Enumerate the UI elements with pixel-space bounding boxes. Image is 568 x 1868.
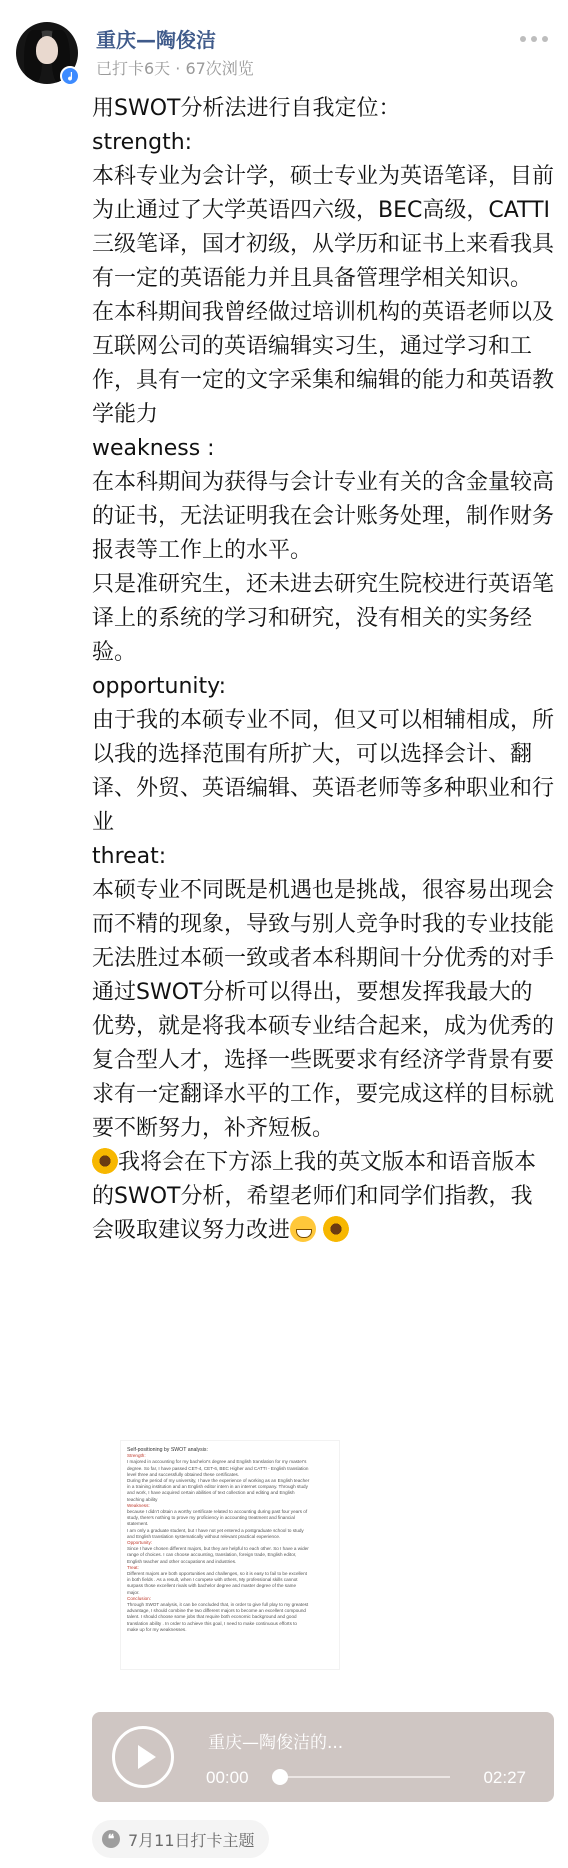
attached-document-image[interactable]: [120, 1440, 340, 1670]
post-body: [92, 92, 554, 1248]
audio-player: [92, 1712, 554, 1802]
quote-icon: ❝: [102, 1830, 120, 1848]
document-line: make up for my weaknesses.: [127, 1626, 187, 1632]
document-line: talent. I should choose some jobs that require both economic background and good: [127, 1614, 297, 1620]
document-line: study, there's nothing to prove my proficiency in accounting treatment and financial: [127, 1515, 295, 1521]
closing-text: 我将会在下方添上我的英文版本和语音版本的SWOT分析，希望老师们和同学们指教，我会吸取建议努力改进: [92, 1150, 537, 1243]
post-closing: [92, 1146, 554, 1248]
document-heading: Conclusion:: [127, 1595, 152, 1601]
post-paragraph: 用SWOT分析法进行自我定位：: [92, 96, 401, 121]
post-paragraph: strength:: [92, 130, 193, 155]
document-heading: Weakness:: [127, 1502, 150, 1508]
checkin-meta: 已打卡6天 · 67次浏览: [96, 59, 254, 78]
audio-current-time: 00:00: [206, 1768, 249, 1787]
document-line: Different majors are both opportunities and challenges, so it is easy to fail to be excellent: [127, 1571, 307, 1577]
document-text: [121, 1441, 339, 1633]
grinning-face-icon: [290, 1216, 316, 1242]
document-line: statement.: [127, 1521, 149, 1527]
document-line: in both fields . As a result, when I compete with others, My professional skills cannot: [127, 1577, 298, 1583]
play-icon[interactable]: [112, 1726, 174, 1788]
audio-progress-knob[interactable]: [272, 1769, 288, 1785]
document-line: teaching ability: [127, 1496, 158, 1502]
document-line: advantage, I should combine the two different majors to become an excellent compound: [127, 1608, 306, 1614]
topic-label: 7月11日打卡主题: [128, 1830, 255, 1850]
post-paragraph: 本硕专业不同既是机遇也是挑战，很容易出现会而不精的现象，导致与别人竞争时我的专业技能无法胜过本硕一致或者本科期间十分优秀的对手: [92, 878, 555, 971]
document-line: in a training institution and an English editor intern in an internet company. Through study: [127, 1484, 308, 1490]
document-line: range of choices. I can choose accounting, translation, foreign trade, English editor,: [127, 1552, 297, 1558]
document-line: major.: [127, 1589, 140, 1595]
document-line: English teacher and other occupations and industries.: [127, 1558, 237, 1564]
document-line: Self-positioning by SWOT analysis:: [127, 1447, 208, 1453]
document-line: Through SWOT analysis, it can be concluded that, in order to give full play to my greatest: [127, 1602, 309, 1608]
music-note-badge-icon: [60, 66, 80, 86]
post-paragraph: 由于我的本硕专业不同，但又可以相辅相成，所以我的选择范围有所扩大，可以选择会计、翻译、外贸、英语编辑、英语老师等多种职业和行业: [92, 708, 555, 835]
audio-duration: 02:27: [483, 1768, 526, 1787]
sunflower-icon: [323, 1216, 349, 1242]
document-line: I am only a graduate student, but I have not yet entered a postgraduate school to study: [127, 1527, 304, 1533]
post-paragraph: weakness :: [92, 436, 215, 461]
post-paragraph: 只是准研究生，还未进去研究生院校进行英语笔译上的系统的学习和研究，没有相关的实务经验。: [92, 572, 555, 665]
document-line: I majored in accounting for my bachelor's degree and English translation for my master's: [127, 1459, 307, 1465]
post-paragraph: 在本科期间我曾经做过培训机构的英语老师以及互联网公司的英语编辑实习生，通过学习和工作，具有一定的文字采集和编辑的能力和英语教学能力: [92, 300, 555, 427]
audio-progress-track[interactable]: [274, 1776, 450, 1778]
post-paragraph: 本科专业为会计学，硕士专业为英语笔译，目前为止通过了大学英语四六级，BEC高级，CATTI三级笔译，国才初级，从学历和证书上来看我具有一定的英语能力并且具备管理学相关知识。: [92, 164, 555, 291]
post-paragraph: 通过SWOT分析可以得出，要想发挥我最大的优势，就是将我本硕专业结合起来，成为优秀的复合型人才，选择一些既要求有经济学背景有要求有一定翻译水平的工作，要完成这样的目标就要不断努力，补齐短板。: [92, 980, 555, 1141]
document-line: translation ability . In order to achieve this goal, I need to make continuous efforts to: [127, 1620, 297, 1626]
audio-title: 重庆—陶俊洁的...: [208, 1733, 344, 1753]
document-heading: Treat:: [127, 1564, 139, 1570]
post-paragraph: threat:: [92, 844, 167, 869]
document-line: and English translation systematically without relevant practical experience.: [127, 1533, 281, 1539]
document-line: level three and successfully obtained these certificates.: [127, 1471, 240, 1477]
post-header: [0, 0, 568, 96]
more-dots-icon[interactable]: [520, 36, 548, 42]
document-line: because I didn't obtain a worthy certificate related to accounting during past four years of: [127, 1509, 308, 1515]
document-line: surpass those excellent rivals with bachelor degree and master degree of the same: [127, 1583, 297, 1589]
user-name[interactable]: 重庆—陶俊洁: [96, 28, 216, 52]
document-line: Since I have chosen different majors, but they are helpful to each other. So I have a wider: [127, 1546, 309, 1552]
post-paragraph: opportunity:: [92, 674, 226, 699]
document-line: and work, I have acquired certain abilities of text collection and editing and English: [127, 1490, 295, 1496]
post-paragraph: 在本科期间为获得与会计专业有关的含金量较高的证书，无法证明我在会计账务处理，制作财务报表等工作上的水平。: [92, 470, 555, 563]
document-heading: Opportunity:: [127, 1540, 153, 1546]
document-heading: Strength:: [127, 1453, 146, 1459]
sunflower-icon: [92, 1148, 118, 1174]
document-line: degree. So far, I have passed CET-4, CET-6, BEC Higher and CATTI - English translation: [127, 1465, 309, 1471]
document-line: During the period of my university, I have the experience of working as an English teacher: [127, 1478, 310, 1484]
topic-tag[interactable]: [92, 1820, 269, 1858]
avatar-face: [36, 36, 58, 64]
